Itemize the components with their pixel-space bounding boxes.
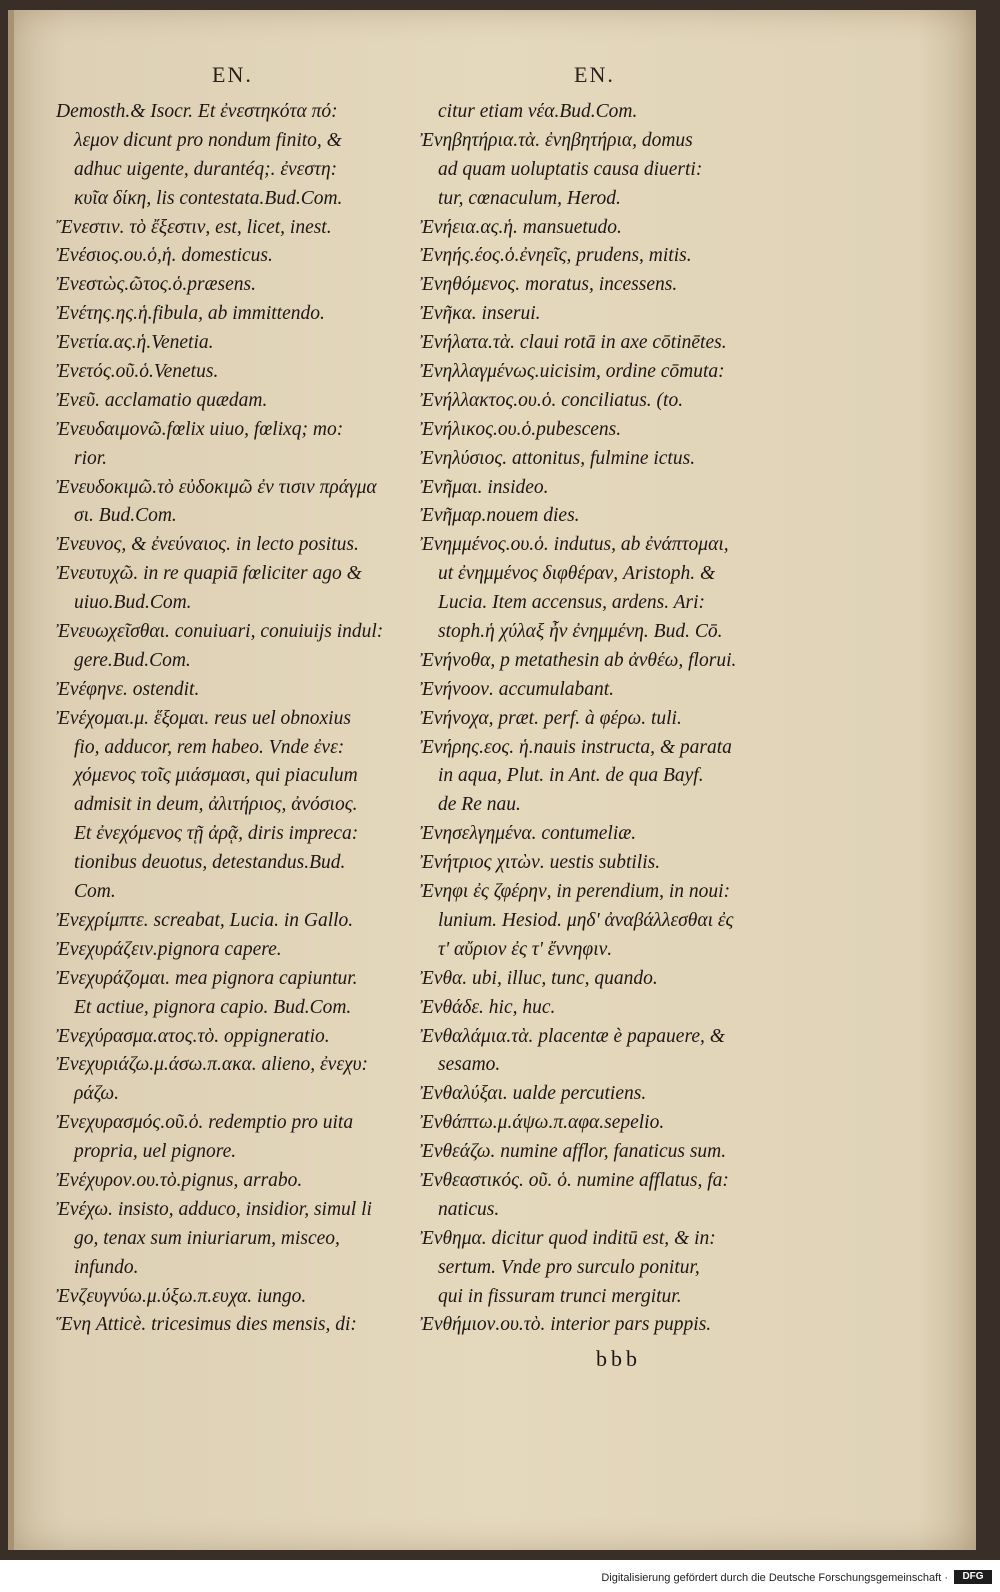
text-line: ράζω. [74, 1083, 120, 1105]
text-line: Ἐνεχρίμπτε. screabat, Lucia. in Gallo. [56, 909, 354, 931]
text-line: Ἐνηής.έος.ὁ.ἐνηεῖς, prudens, mitis. [420, 245, 692, 267]
text-line: Ἐνῆμαρ.nouem dies. [420, 505, 580, 527]
text-line: adhuc uigente, durantéq;. ἐνεστη: [74, 158, 338, 180]
text-line: χόμενος τοῖς μιάσμασι, qui piaculum [74, 765, 358, 787]
running-head-left: EN. [212, 62, 253, 87]
text-line: Ἐνήνοον. accumulabant. [420, 678, 615, 700]
text-line: Ἐνετία.ας.ἡ.Venetia. [56, 332, 214, 354]
text-line: Ἐνεχυριάζω.μ.άσω.π.ακα. alieno, ἐνεχυ: [56, 1054, 369, 1076]
text-line: Com. [74, 881, 116, 903]
text-line: Ἐνήλλακτος.ου.ὁ. conciliatus. (to. [420, 389, 684, 411]
text-line: Ἐνευδαιμονῶ.fœlix uiuo, fœlixq; mo: [56, 418, 344, 440]
text-line: in aqua, Plut. in Ant. de qua Bayf. [438, 765, 704, 787]
text-line: citur etiam νέα.Bud.Com. [438, 101, 638, 122]
text-line: Ἐνήλατα.τὰ. claui rotā in axe cōtinētes. [420, 332, 727, 354]
text-line: Et actiue, pignora capio. Bud.Com. [74, 996, 352, 1018]
right-column [420, 98, 760, 1340]
page-gutter-edge [8, 10, 14, 1550]
text-line: infundo. [74, 1256, 139, 1278]
text-line: Ἐνθεαστικός. οῦ. ὁ. numine afflatus, fa: [420, 1169, 729, 1191]
left-column [56, 98, 386, 1340]
text-line: Ἐνῆμαι. insideo. [420, 476, 549, 498]
text-line: sesamo. [438, 1054, 501, 1076]
text-line: Ἐνημμένος.ου.ὁ. indutus, ab ἐνάπτομαι, [420, 534, 729, 556]
text-line: Ἐνευτυχῶ. in re quapiā fœliciter ago & [56, 563, 362, 585]
text-line: Demosth.& Isocr. Et ἐνεστηκότα πό: [56, 101, 338, 122]
text-line: de Re nau. [438, 794, 521, 816]
text-line: Ἐνθεάζω. numine afflor, fanaticus sum. [420, 1141, 727, 1163]
dfg-logo: DFG [954, 1570, 992, 1584]
text-line: propria, uel pignore. [74, 1141, 237, 1163]
text-line: Ἐνήνοχα, præt. perf. à φέρω. tuli. [420, 707, 682, 729]
text-line: Ἐνεχυράζομαι. mea pignora capiuntur. [56, 967, 358, 989]
text-line: sertum. Vnde pro surculo ponitur, [438, 1256, 700, 1278]
text-line: Ἐνέχω. insisto, adduco, insidior, simul li [56, 1198, 372, 1220]
text-line: go, tenax sum iniuriarum, misceo, [74, 1227, 340, 1249]
text-line: Ἐνθάδε. hic, huc. [420, 996, 556, 1018]
text-line: Ἐνηλλαγμένως.uicisim, ordine cōmuta: [420, 361, 725, 383]
text-line: lunium. Hesiod. μηδ' ἀναβάλλεσθαι ἐς [438, 909, 734, 931]
text-line: Ἐνέφηνε. ostendit. [56, 678, 200, 700]
text-line: Ἐνεχυρασμός.οῦ.ὁ. redemptio pro uita [56, 1112, 354, 1134]
text-line: τ' αὔριον ἐς τ' ἔννηφιν. [438, 938, 613, 960]
text-line: gere.Bud.Com. [74, 649, 191, 671]
text-line: naticus. [438, 1198, 500, 1220]
text-line: qui in fissuram trunci mergitur. [438, 1285, 682, 1307]
text-line: Ἐνηθόμενος. moratus, incessens. [420, 274, 678, 296]
text-line: Ἐνήτριος χιτὼν. uestis subtilis. [420, 852, 661, 874]
text-line: κυῖα δίκη, lis contestata.Bud.Com. [74, 187, 343, 209]
text-line: Ἐνηλύσιος. attonitus, fulmine ictus. [420, 447, 696, 469]
text-line: stoph.ἡ χύλαξ ἦν ἐνημμένη. Bud. Cō. [438, 621, 723, 643]
text-line: Ἐνζευγνύω.μ.ύξω.π.ευχα. iungo. [56, 1285, 307, 1307]
text-line: Ἐνηβητήρια.τὰ. ἐνηβητήρια, domus [420, 129, 693, 151]
text-line: Ἐνήρης.εος. ἡ.nauis instructa, & parata [420, 736, 732, 758]
text-line: Ἐνθήμιον.ου.τὸ. interior pars puppis. [420, 1314, 712, 1336]
text-line: Ἐνησελγημένα. contumeliæ. [420, 823, 637, 845]
text-line: Ἐνέσιος.ου.ὁ,ἡ. domesticus. [56, 245, 273, 267]
text-line: Ἐνέχομαι.μ. ἕξομαι. reus uel obnoxius [56, 707, 351, 729]
text-line: Et ἐνεχόμενος τῇ ἀρᾷ, diris impreca: [74, 823, 359, 845]
text-line: tionibus deuotus, detestandus.Bud. [74, 852, 346, 874]
text-line: Ἐνθημα. dicitur quod inditū est, & in: [420, 1227, 716, 1249]
text-line: fio, adducor, rem habeo. Vnde ἐνε: [74, 736, 345, 758]
text-line: Ἔνεστιν. τὸ ἔξεστιν, est, licet, inest. [56, 216, 332, 238]
text-line: Ἐνεστὼς.ῶτος.ὁ.præsens. [56, 274, 257, 296]
text-line: Ἐνέχυρον.ου.τὸ.pignus, arrabo. [56, 1169, 303, 1191]
text-line: Ἐνῆκα. inserui. [420, 303, 541, 325]
text-line: Ἐνήνοθα, p metathesin ab ἀνθέω, florui. [420, 649, 737, 671]
text-line: Lucia. Item accensus, ardens. Ari: [438, 592, 706, 614]
text-line: Ἐνετός.οῦ.ὁ.Venetus. [56, 361, 219, 383]
text-line: Ἐνευωχεῖσθαι. conuiuari, conuiuijs indul: [56, 621, 384, 643]
text-line: tur, cœnaculum, Herod. [438, 187, 621, 209]
text-line: uiuo.Bud.Com. [74, 592, 192, 614]
text-line: rior. [74, 447, 108, 469]
footer-credit: Digitalisierung gefördert durch die Deutsche Forschungsgemeinschaft · [601, 1572, 948, 1584]
text-line: ut ἐνημμένος διφθέραν, Aristoph. & [438, 563, 716, 585]
text-line: Ἐνηφι ἐς ζφέρην, in perendium, in noui: [420, 881, 731, 903]
text-line: Ἐνέτης.ης.ἡ.fibula, ab immittendo. [56, 303, 325, 325]
text-line: Ἐνευδοκιμῶ.τὸ εὐδοκιμῶ ἐν τισιν πράγμα [56, 476, 377, 498]
text-line: ad quam uoluptatis causa diuerti: [438, 158, 703, 180]
text-line: admisit in deum, ἀλιτήριος, ἀνόσιος. [74, 794, 358, 816]
running-head-right: EN. [574, 62, 615, 87]
text-line: Ἐνθαλύξαι. ualde percutiens. [420, 1083, 647, 1105]
text-line: Ἐνθα. ubi, illuc, tunc, quando. [420, 967, 658, 989]
text-line: λεμον dicunt pro nondum finito, & [74, 129, 342, 151]
text-line: Ἕνη Atticè. tricesimus dies mensis, di: [56, 1314, 357, 1336]
text-line: Ἐνήλικος.ου.ὁ.pubescens. [420, 418, 622, 440]
text-line: Ἐνήεια.ας.ἡ. mansuetudo. [420, 216, 622, 238]
signature-mark: bbb [596, 1346, 641, 1371]
text-line: Ἐνθάπτω.μ.άψω.π.αφα.sepelio. [420, 1112, 665, 1134]
text-line: Ἐνεχυράζειν.pignora capere. [56, 938, 282, 960]
text-line: Ἐνεχύρασμα.ατος.τὸ. oppigneratio. [56, 1025, 330, 1047]
text-line: Ἐνθαλάμια.τὰ. placentæ è papauere, & [420, 1025, 725, 1047]
text-line: σι. Bud.Com. [74, 505, 177, 527]
text-line: Ἐνευνος, & ἐνεύναιος. in lecto positus. [56, 534, 359, 556]
text-line: Ἐνεῦ. acclamatio quædam. [56, 389, 268, 411]
